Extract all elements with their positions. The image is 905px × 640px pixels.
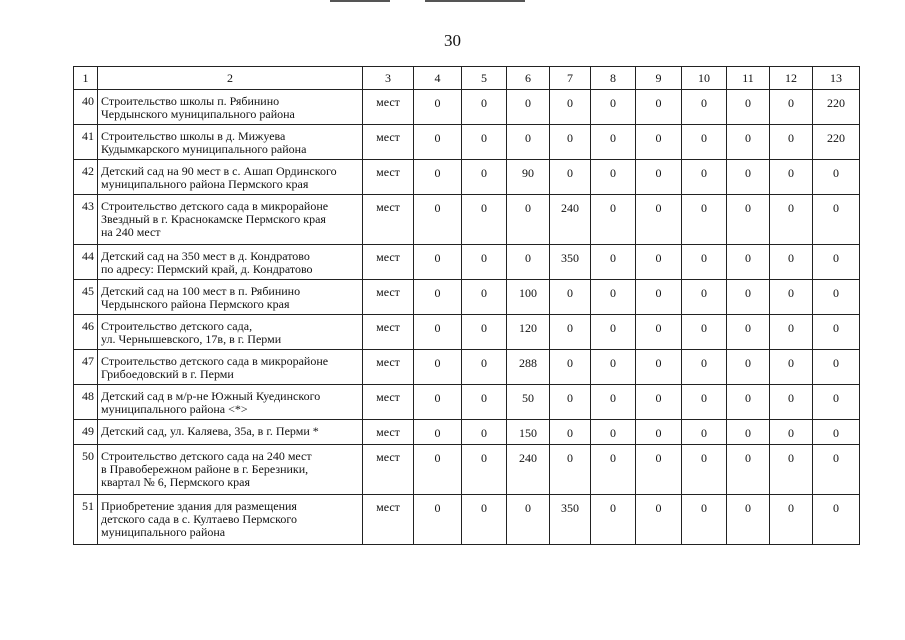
value-cell: 0 <box>682 445 727 495</box>
value-cell: 0 <box>507 195 550 245</box>
table-row <box>74 125 860 160</box>
value-cell: 0 <box>550 350 591 385</box>
row-number: 41 <box>74 125 98 160</box>
object-name-line: Строительство школы п. Рябинино <box>101 94 280 108</box>
value-cell: 0 <box>550 125 591 160</box>
value-cell: 0 <box>813 280 860 315</box>
value-cell: 0 <box>682 90 727 125</box>
value-cell: 0 <box>550 280 591 315</box>
object-name <box>98 385 363 420</box>
value-cell: 0 <box>682 125 727 160</box>
table-row <box>74 420 860 445</box>
value-cell: 0 <box>727 495 770 545</box>
value-cell: 0 <box>462 385 507 420</box>
object-name-line: Строительство детского сада в микрорайоне <box>101 199 329 213</box>
row-number: 42 <box>74 160 98 195</box>
table-row <box>74 315 860 350</box>
object-name-line: Чердынского района Пермского края <box>101 297 290 311</box>
row-number: 45 <box>74 280 98 315</box>
value-cell: 0 <box>507 125 550 160</box>
table-row <box>74 90 860 125</box>
object-name-line: Грибоедовский в г. Перми <box>101 367 234 381</box>
value-cell: 0 <box>414 195 462 245</box>
value-cell: 0 <box>591 420 636 445</box>
value-cell: 120 <box>507 315 550 350</box>
value-cell: 0 <box>770 445 813 495</box>
value-cell: 0 <box>462 245 507 280</box>
column-number-cell: 5 <box>462 67 507 90</box>
value-cell: 0 <box>550 420 591 445</box>
value-cell: 0 <box>727 280 770 315</box>
value-cell: 0 <box>770 420 813 445</box>
object-name <box>98 495 363 545</box>
top-rule-right <box>425 0 525 2</box>
object-name-line: по адресу: Пермский край, д. Кондратово <box>101 262 313 276</box>
value-cell: 0 <box>591 195 636 245</box>
unit-cell: мест <box>363 315 414 350</box>
value-cell: 0 <box>462 420 507 445</box>
value-cell: 50 <box>507 385 550 420</box>
value-cell: 0 <box>636 350 682 385</box>
unit-cell: мест <box>363 350 414 385</box>
unit-cell: мест <box>363 160 414 195</box>
value-cell: 0 <box>682 385 727 420</box>
value-cell: 0 <box>414 495 462 545</box>
value-cell: 0 <box>550 445 591 495</box>
object-name-line: детского сада в с. Култаево Пермского <box>101 512 297 526</box>
value-cell: 0 <box>636 90 682 125</box>
column-number-cell: 7 <box>550 67 591 90</box>
value-cell: 0 <box>770 385 813 420</box>
value-cell: 0 <box>682 160 727 195</box>
value-cell: 0 <box>813 420 860 445</box>
value-cell: 0 <box>813 350 860 385</box>
value-cell: 0 <box>770 195 813 245</box>
table-body <box>74 67 860 545</box>
value-cell: 0 <box>591 495 636 545</box>
value-cell: 0 <box>550 90 591 125</box>
value-cell: 0 <box>727 160 770 195</box>
value-cell: 0 <box>727 125 770 160</box>
value-cell: 0 <box>507 495 550 545</box>
value-cell: 100 <box>507 280 550 315</box>
value-cell: 220 <box>813 90 860 125</box>
row-number: 46 <box>74 315 98 350</box>
value-cell: 0 <box>414 160 462 195</box>
row-number: 47 <box>74 350 98 385</box>
value-cell: 0 <box>682 195 727 245</box>
value-cell: 0 <box>591 160 636 195</box>
value-cell: 0 <box>414 315 462 350</box>
value-cell: 240 <box>507 445 550 495</box>
object-name <box>98 445 363 495</box>
value-cell: 0 <box>462 315 507 350</box>
value-cell: 0 <box>591 315 636 350</box>
object-name <box>98 195 363 245</box>
value-cell: 0 <box>727 195 770 245</box>
object-name <box>98 90 363 125</box>
value-cell: 350 <box>550 245 591 280</box>
value-cell: 0 <box>462 160 507 195</box>
unit-cell: мест <box>363 245 414 280</box>
data-table <box>73 66 860 545</box>
object-name-line: Звездный в г. Краснокамске Пермского края <box>101 212 326 226</box>
value-cell: 0 <box>727 420 770 445</box>
value-cell: 0 <box>591 280 636 315</box>
value-cell: 90 <box>507 160 550 195</box>
value-cell: 0 <box>636 280 682 315</box>
value-cell: 0 <box>682 350 727 385</box>
column-number-cell: 6 <box>507 67 550 90</box>
object-name <box>98 315 363 350</box>
value-cell: 0 <box>550 385 591 420</box>
value-cell: 0 <box>727 445 770 495</box>
value-cell: 0 <box>770 280 813 315</box>
value-cell: 0 <box>507 90 550 125</box>
table-row <box>74 195 860 245</box>
column-number-cell: 12 <box>770 67 813 90</box>
page-number: 30 <box>444 31 461 50</box>
value-cell: 0 <box>636 315 682 350</box>
row-number: 50 <box>74 445 98 495</box>
value-cell: 0 <box>462 280 507 315</box>
value-cell: 0 <box>813 245 860 280</box>
value-cell: 0 <box>462 445 507 495</box>
value-cell: 0 <box>462 90 507 125</box>
value-cell: 0 <box>682 280 727 315</box>
object-name <box>98 420 363 445</box>
row-number: 48 <box>74 385 98 420</box>
object-name <box>98 245 363 280</box>
column-number-cell: 2 <box>98 67 363 90</box>
value-cell: 0 <box>414 245 462 280</box>
object-name-line: муниципального района <*> <box>101 402 248 416</box>
value-cell: 0 <box>636 125 682 160</box>
value-cell: 0 <box>591 385 636 420</box>
unit-cell: мест <box>363 125 414 160</box>
value-cell: 0 <box>727 245 770 280</box>
value-cell: 0 <box>813 160 860 195</box>
row-number: 40 <box>74 90 98 125</box>
table-row <box>74 350 860 385</box>
top-rule-left <box>330 0 390 2</box>
value-cell: 0 <box>591 125 636 160</box>
value-cell: 0 <box>636 195 682 245</box>
value-cell: 0 <box>462 495 507 545</box>
value-cell: 0 <box>813 385 860 420</box>
unit-cell: мест <box>363 385 414 420</box>
object-name <box>98 350 363 385</box>
table-row <box>74 280 860 315</box>
value-cell: 0 <box>770 350 813 385</box>
row-number: 49 <box>74 420 98 445</box>
object-name-line: Приобретение здания для размещения <box>101 499 297 513</box>
value-cell: 0 <box>770 125 813 160</box>
value-cell: 288 <box>507 350 550 385</box>
value-cell: 0 <box>462 195 507 245</box>
object-name-line: Детский сад на 350 мест в д. Кондратово <box>101 249 310 263</box>
table-row <box>74 245 860 280</box>
value-cell: 0 <box>414 350 462 385</box>
object-name-line: Чердынского муниципального района <box>101 107 295 121</box>
value-cell: 0 <box>414 445 462 495</box>
column-number-cell: 8 <box>591 67 636 90</box>
column-number-cell: 13 <box>813 67 860 90</box>
row-number: 44 <box>74 245 98 280</box>
value-cell: 0 <box>507 245 550 280</box>
value-cell: 0 <box>414 280 462 315</box>
value-cell: 0 <box>414 125 462 160</box>
value-cell: 0 <box>636 385 682 420</box>
value-cell: 0 <box>636 160 682 195</box>
value-cell: 0 <box>414 90 462 125</box>
column-number-cell: 4 <box>414 67 462 90</box>
value-cell: 0 <box>813 195 860 245</box>
table-row <box>74 385 860 420</box>
unit-cell: мест <box>363 195 414 245</box>
value-cell: 0 <box>813 445 860 495</box>
object-name-line: муниципального района <box>101 525 226 539</box>
object-name-line: квартал № 6, Пермского края <box>101 475 251 489</box>
object-name <box>98 125 363 160</box>
value-cell: 0 <box>414 420 462 445</box>
value-cell: 0 <box>636 245 682 280</box>
column-number-cell: 11 <box>727 67 770 90</box>
object-name <box>98 280 363 315</box>
object-name-line: ул. Чернышевского, 17в, в г. Перми <box>101 332 282 346</box>
value-cell: 0 <box>813 315 860 350</box>
object-name-line: Детский сад, ул. Каляева, 35а, в г. Перми * <box>101 424 319 438</box>
table-row <box>74 160 860 195</box>
object-name-line: Кудымкарского муниципального района <box>101 142 307 156</box>
column-number-cell: 10 <box>682 67 727 90</box>
object-name-line: Детский сад в м/р-не Южный Куединского <box>101 389 321 403</box>
object-name-line: в Правобережном районе в г. Березники, <box>101 462 309 476</box>
unit-cell: мест <box>363 495 414 545</box>
value-cell: 0 <box>550 315 591 350</box>
object-name-line: на 240 мест <box>101 225 161 239</box>
object-name-line: Строительство детского сада на 240 мест <box>101 449 312 463</box>
value-cell: 0 <box>636 495 682 545</box>
unit-cell: мест <box>363 445 414 495</box>
value-cell: 0 <box>682 315 727 350</box>
column-number-cell: 3 <box>363 67 414 90</box>
column-number-row <box>74 67 860 90</box>
value-cell: 0 <box>770 160 813 195</box>
value-cell: 0 <box>682 420 727 445</box>
unit-cell: мест <box>363 420 414 445</box>
value-cell: 0 <box>591 90 636 125</box>
object-name <box>98 160 363 195</box>
value-cell: 0 <box>770 315 813 350</box>
value-cell: 0 <box>591 445 636 495</box>
value-cell: 0 <box>727 350 770 385</box>
value-cell: 0 <box>727 385 770 420</box>
value-cell: 0 <box>770 495 813 545</box>
value-cell: 0 <box>591 350 636 385</box>
value-cell: 0 <box>770 90 813 125</box>
object-name-line: Строительство детского сада, <box>101 319 253 333</box>
value-cell: 0 <box>636 445 682 495</box>
object-name-line: Строительство школы в д. Мижуева <box>101 129 286 143</box>
object-name-line: Строительство детского сада в микрорайоне <box>101 354 329 368</box>
table-row <box>74 445 860 495</box>
value-cell: 0 <box>727 315 770 350</box>
object-name-line: Детский сад на 100 мест в п. Рябинино <box>101 284 301 298</box>
value-cell: 220 <box>813 125 860 160</box>
value-cell: 0 <box>462 125 507 160</box>
column-number-cell: 1 <box>74 67 98 90</box>
value-cell: 150 <box>507 420 550 445</box>
row-number: 51 <box>74 495 98 545</box>
value-cell: 0 <box>414 385 462 420</box>
row-number: 43 <box>74 195 98 245</box>
value-cell: 0 <box>682 495 727 545</box>
value-cell: 0 <box>727 90 770 125</box>
value-cell: 240 <box>550 195 591 245</box>
value-cell: 0 <box>550 160 591 195</box>
column-number-cell: 9 <box>636 67 682 90</box>
table-row <box>74 495 860 545</box>
object-name-line: Детский сад на 90 мест в с. Ашап Ординского <box>101 164 337 178</box>
value-cell: 0 <box>462 350 507 385</box>
value-cell: 0 <box>636 420 682 445</box>
unit-cell: мест <box>363 280 414 315</box>
value-cell: 0 <box>770 245 813 280</box>
unit-cell: мест <box>363 90 414 125</box>
value-cell: 0 <box>591 245 636 280</box>
value-cell: 350 <box>550 495 591 545</box>
value-cell: 0 <box>682 245 727 280</box>
value-cell: 0 <box>813 495 860 545</box>
object-name-line: муниципального района Пермского края <box>101 177 309 191</box>
